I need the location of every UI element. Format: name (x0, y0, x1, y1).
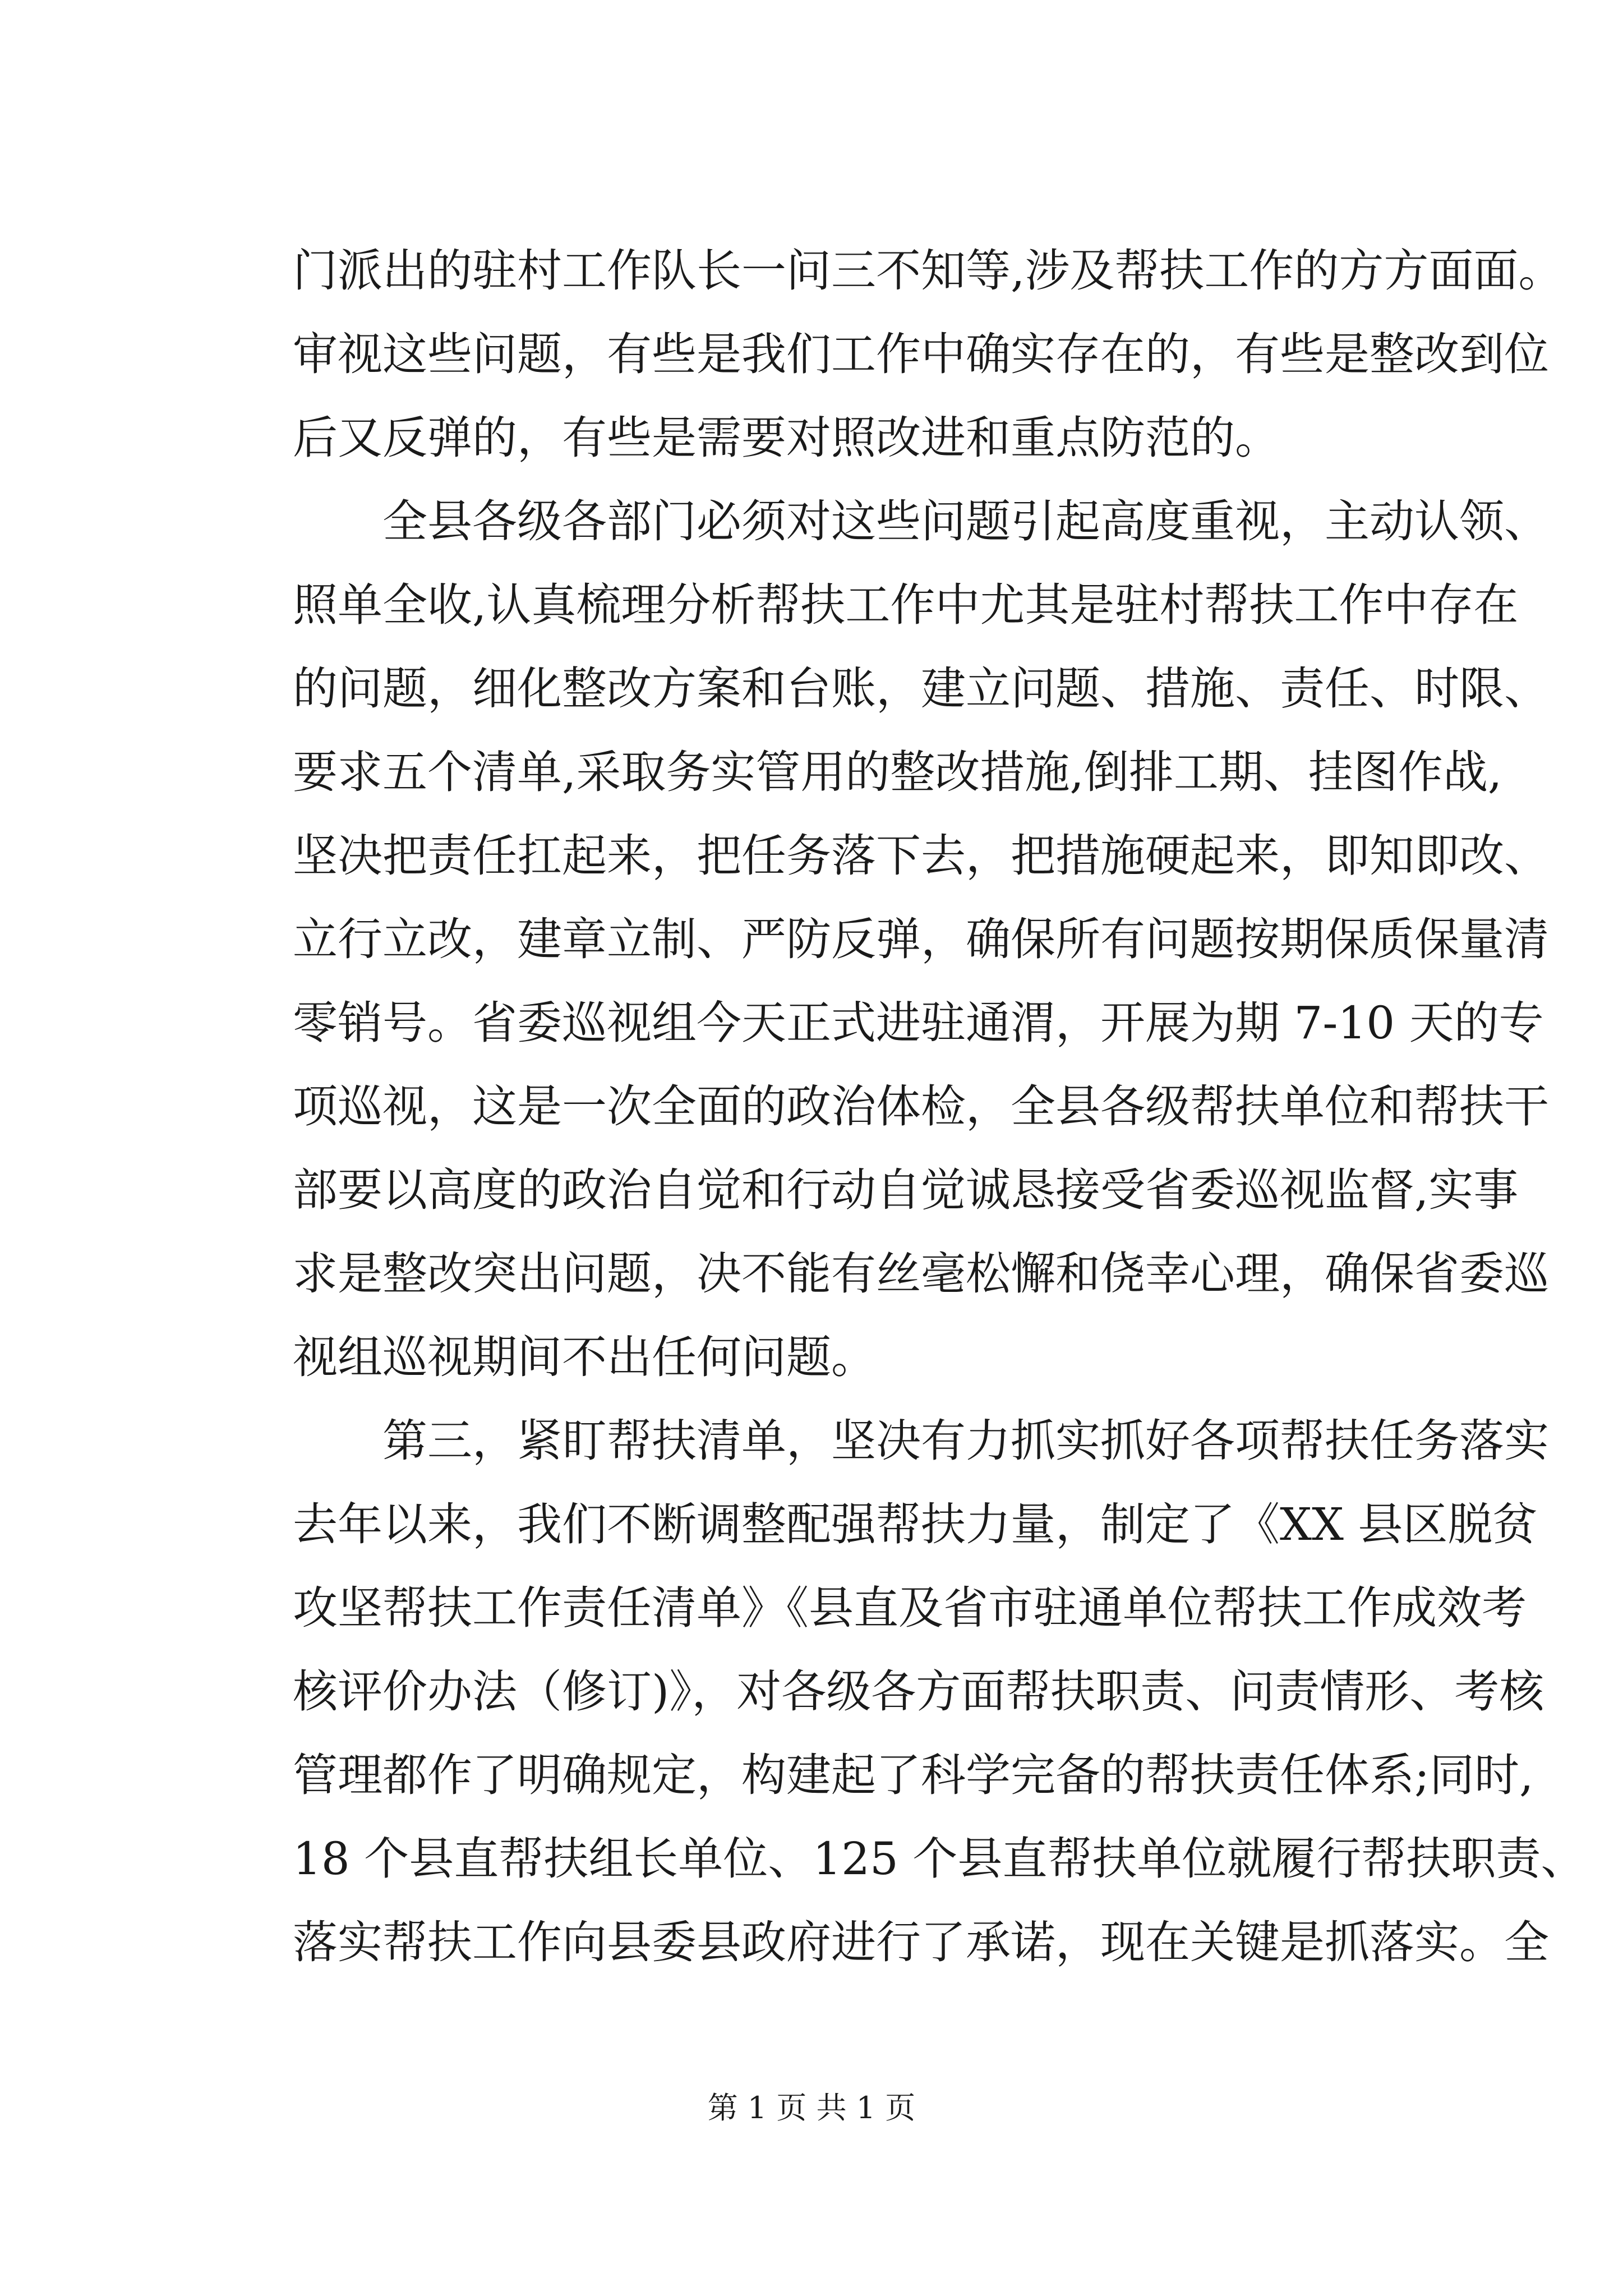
text-line: 落实帮扶工作向县委县政府进行了承诺，现在关键是抓落实。全 (293, 1916, 1549, 1968)
text-line: 18 个县直帮扶组长单位、125 个县直帮扶单位就履行帮扶职责、 (293, 1833, 1586, 1885)
text-line: 求是整改突出问题，决不能有丝毫松懈和侥幸心理，确保省委巡 (293, 1248, 1549, 1300)
text-line: 审视这些问题，有些是我们工作中确实存在的，有些是整改到位 (293, 328, 1549, 380)
text-line: 部要以高度的政治自觉和行动自觉诚恳接受省委巡视监督,实事 (293, 1164, 1519, 1216)
text-line: 的问题，细化整改方案和台账，建立问题、措施、责任、时限、 (293, 662, 1549, 715)
text-line: 要求五个清单,采取务实管用的整改措施,倒排工期、挂图作战, (293, 746, 1502, 798)
text-line: 立行立改，建章立制、严防反弹，确保所有问题按期保质保量清 (293, 913, 1549, 965)
text-line: 攻坚帮扶工作责任清单》《县直及省市驻通单位帮扶工作成效考 (293, 1582, 1527, 1634)
text-line: 项巡视，这是一次全面的政治体检，全县各级帮扶单位和帮扶干 (293, 1080, 1549, 1133)
paragraph-start-line: 第三，紧盯帮扶清单，坚决有力抓实抓好各项帮扶任务落实 (382, 1415, 1549, 1467)
text-line: 零销号。省委巡视组今天正式进驻通渭，开展为期 7-10 天的专 (293, 997, 1544, 1049)
text-line: 核评价办法（修订)》，对各级各方面帮扶职责、问责情形、考核 (293, 1665, 1544, 1718)
text-line: 管理都作了明确规定，构建起了科学完备的帮扶责任体系;同时, (293, 1749, 1534, 1801)
page-footer: 第 1 页 共 1 页 (707, 2090, 916, 2125)
body-text (293, 229, 1586, 1984)
text-line: 视组巡视期间不出任何问题。 (293, 1331, 876, 1383)
text-line: 门派出的驻村工作队长一问三不知等,涉及帮扶工作的方方面面。 (293, 245, 1564, 297)
text-line: 照单全收,认真梳理分析帮扶工作中尤其是驻村帮扶工作中存在 (293, 579, 1519, 631)
text-line: 去年以来，我们不断调整配强帮扶力量，制定了《XX 县区脱贫 (293, 1498, 1538, 1550)
text-line: 后又反弹的，有些是需要对照改进和重点防范的。 (293, 412, 1280, 464)
paragraph-start-line: 全县各级各部门必须对这些问题引起高度重视，主动认领、 (382, 495, 1549, 547)
text-line: 坚决把责任扛起来，把任务落下去，把措施硬起来，即知即改、 (293, 830, 1549, 882)
